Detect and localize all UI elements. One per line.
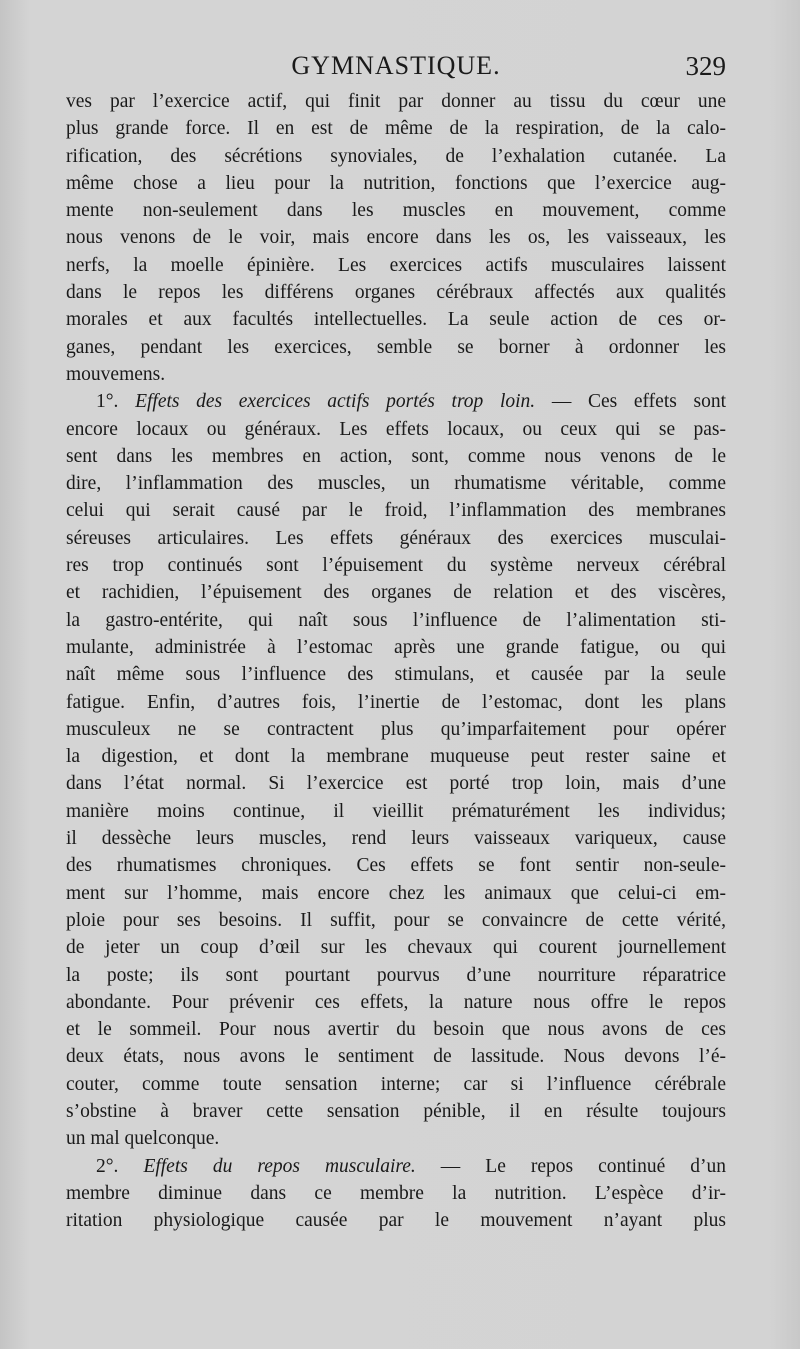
text-line — [66, 689, 726, 716]
text-line — [66, 224, 726, 251]
section-heading: Effets des exercices actifs portés trop loin. — [135, 391, 536, 413]
line-text: ment sur l’homme, mais encore chez les animaux que celui-ci em- — [66, 882, 726, 904]
text-line — [66, 252, 726, 279]
text-line — [66, 798, 726, 825]
line-text: encore locaux ou généraux. Les effets locaux, ou ceux qui se pas- — [66, 418, 726, 440]
text-line — [66, 279, 726, 306]
line-text: nous venons de le voir, mais encore dans les os, les vaisseaux, les — [66, 227, 726, 249]
text-line — [66, 907, 726, 934]
line-text: des rhumatismes chroniques. Ces effets se font sentir non-seule- — [66, 855, 726, 877]
line-text: nerfs, la moelle épinière. Les exercices actifs musculaires laissent — [66, 254, 726, 276]
line-text: s’obstine à braver cette sensation pénible, il en résulte toujours — [66, 1100, 726, 1122]
line-text: ganes, pendant les exercices, semble se borner à ordonner les — [66, 336, 726, 358]
line-text: — Ces effets sont — [551, 391, 726, 413]
page-header — [66, 46, 726, 86]
text-line — [66, 1180, 726, 1207]
line-text: un mal quelconque. — [66, 1128, 220, 1150]
line-text: ploie pour ses besoins. Il suffit, pour se convaincre de cette vérité, — [66, 909, 726, 931]
line-text: dans le repos les différens organes cérébraux affectés aux qualités — [66, 282, 726, 304]
line-text: manière moins continue, il vieillit prématurément les individus; — [66, 800, 726, 822]
body-text — [66, 88, 726, 1234]
line-text: fatigue. Enfin, d’autres fois, l’inertie de l’estomac, dont les plans — [66, 691, 726, 713]
text-line — [66, 388, 726, 415]
section-heading: Effets du repos musculaire. — [143, 1155, 416, 1177]
line-text: deux états, nous avons le sentiment de lassitude. Nous devons l’é- — [66, 1046, 726, 1068]
text-line — [66, 443, 726, 470]
running-title: GYMNASTIQUE. — [291, 51, 501, 80]
line-text: mouvemens. — [66, 363, 166, 385]
line-text: et le sommeil. Pour nous avertir du besoin que nous avons de ces — [66, 1019, 726, 1041]
line-text: la poste; ils sont pourtant pourvus d’une nourriture réparatrice — [66, 964, 726, 986]
text-line — [66, 770, 726, 797]
line-text: plus grande force. Il en est de même de la respiration, de la calo- — [66, 118, 726, 140]
text-line — [66, 470, 726, 497]
line-text: morales et aux facultés intellectuelles. La seule action de ces or- — [66, 309, 726, 331]
text-line — [66, 1098, 726, 1125]
text-line — [66, 552, 726, 579]
line-text: mulante, administrée à l’estomac après une grande fatigue, ou qui — [66, 636, 726, 658]
line-text: — Le repos continué d’un — [440, 1155, 726, 1177]
section-number: 1°. — [96, 391, 136, 413]
line-text: mente non-seulement dans les muscles en mouvement, comme — [66, 200, 726, 222]
line-text: il dessèche leurs muscles, rend leurs vaisseaux variqueux, cause — [66, 828, 726, 850]
line-text: et rachidien, l’épuisement des organes de relation et des viscères, — [66, 582, 726, 604]
line-text: ritation physiologique causée par le mouvement n’ayant plus — [66, 1210, 726, 1232]
line-text: séreuses articulaires. Les effets généraux des exercices musculai- — [66, 527, 726, 549]
page-number: 329 — [685, 51, 726, 81]
text-line — [66, 1071, 726, 1098]
text-line — [66, 579, 726, 606]
text-line — [66, 170, 726, 197]
text-line — [66, 197, 726, 224]
text-line — [66, 334, 726, 361]
text-line — [66, 1125, 726, 1152]
text-line — [66, 1016, 726, 1043]
text-line — [66, 825, 726, 852]
text-line — [66, 743, 726, 770]
line-text: sent dans les membres en action, sont, comme nous venons de le — [66, 445, 726, 467]
line-text: la digestion, et dont la membrane muqueuse peut rester saine et — [66, 746, 726, 768]
line-text: musculeux ne se contractent plus qu’imparfaitement pour opérer — [66, 718, 726, 740]
text-line — [66, 989, 726, 1016]
text-line — [66, 661, 726, 688]
text-line — [66, 88, 726, 115]
text-line — [66, 1043, 726, 1070]
text-line — [66, 852, 726, 879]
section-number: 2°. — [96, 1155, 144, 1177]
line-text: couter, comme toute sensation interne; car si l’influence cérébrale — [66, 1073, 726, 1095]
text-line — [66, 880, 726, 907]
text-line — [66, 1153, 726, 1180]
text-line — [66, 934, 726, 961]
text-line — [66, 607, 726, 634]
line-text: naît même sous l’influence des stimulans, et causée par la seule — [66, 664, 726, 686]
text-line — [66, 716, 726, 743]
text-line — [66, 497, 726, 524]
text-line — [66, 962, 726, 989]
text-line — [66, 634, 726, 661]
line-text: rification, des sécrétions synoviales, de l’exhalation cutanée. La — [66, 145, 726, 167]
line-text: de jeter un coup d’œil sur les chevaux qui courent journellement — [66, 937, 726, 959]
text-line — [66, 525, 726, 552]
text-line — [66, 361, 726, 388]
line-text: dire, l’inflammation des muscles, un rhumatisme véritable, comme — [66, 473, 726, 495]
text-line — [66, 306, 726, 333]
line-text: membre diminue dans ce membre la nutrition. L’espèce d’ir- — [66, 1182, 726, 1204]
text-line — [66, 1207, 726, 1234]
line-text: celui qui serait causé par le froid, l’inflammation des membranes — [66, 500, 726, 522]
line-text: dans l’état normal. Si l’exercice est porté trop loin, mais d’une — [66, 773, 726, 795]
line-text: abondante. Pour prévenir ces effets, la nature nous offre le repos — [66, 991, 726, 1013]
line-text: res trop continués sont l’épuisement du système nerveux cérébral — [66, 555, 726, 577]
text-line — [66, 143, 726, 170]
line-text: la gastro-entérite, qui naît sous l’influence de l’alimentation sti- — [66, 609, 726, 631]
text-line — [66, 416, 726, 443]
line-text: même chose a lieu pour la nutrition, fonctions que l’exercice aug- — [66, 172, 726, 194]
text-line — [66, 115, 726, 142]
line-text: ves par l’exercice actif, qui finit par donner au tissu du cœur une — [66, 91, 726, 112]
